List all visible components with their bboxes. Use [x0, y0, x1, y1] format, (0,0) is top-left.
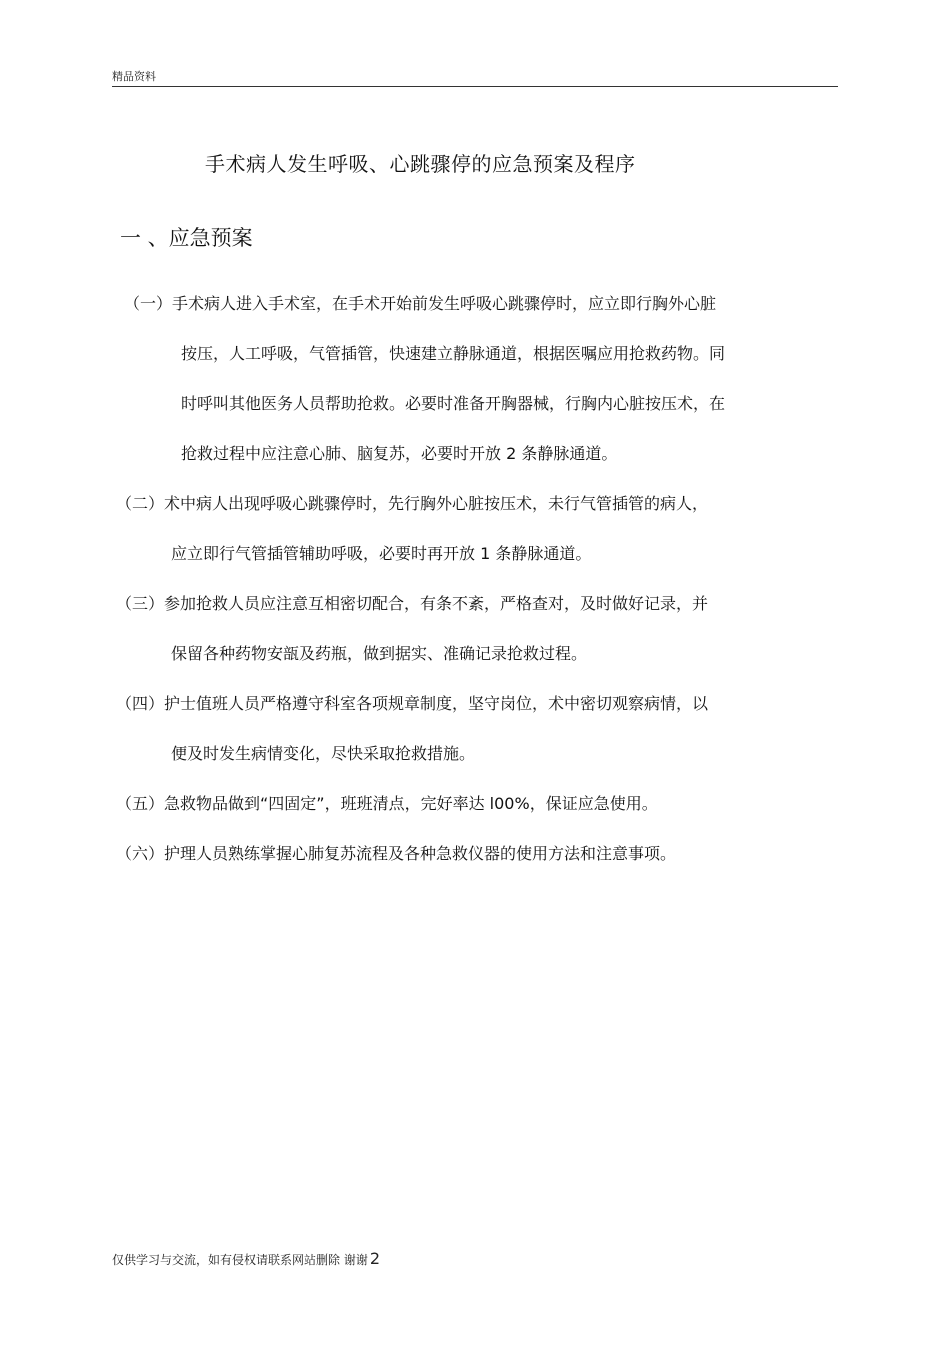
item-6-text-1: 护理人员熟练掌握心肺复苏流程及各种急救仪器的使用方法和注意事项。: [164, 844, 677, 863]
item-6-line-1: [116, 844, 676, 864]
item-1-text-4: 抢救过程中应注意心肺、脑复苏，必要时开放 2 条静脉通道。: [181, 444, 618, 463]
item-2-text-1: 术中病人出现呼吸心跳骤停时，先行胸外心脏按压术，未行气管插管的病人，: [164, 494, 709, 513]
item-1-line-3: [181, 394, 725, 414]
item-1-text-2: 按压，人工呼吸，气管插管，快速建立静脉通道，根据医嘱应用抢救药物。同: [181, 344, 726, 363]
item-5-line-1: [116, 794, 658, 814]
item-1-line-1: [124, 294, 716, 314]
section-heading: 一 、应急预案: [120, 226, 253, 250]
item-1-number: （一）: [124, 294, 173, 313]
item-4-line-1: [116, 694, 708, 714]
item-2-line-1: [116, 494, 708, 514]
item-3-text-1: 参加抢救人员应注意互相密切配合，有条不紊，严格查对，及时做好记录，并: [164, 594, 709, 613]
header-label: 精品资料: [112, 70, 156, 83]
page-number: 2: [369, 1249, 381, 1268]
item-4-text-1: 护士值班人员严格遵守科室各项规章制度，坚守岗位，术中密切观察病情，以: [164, 694, 709, 713]
footer: [112, 1249, 380, 1268]
header-rule: [112, 86, 838, 87]
item-2-text-2: 应立即行气管插管辅助呼吸，必要时再开放 1 条静脉通道。: [171, 544, 592, 563]
item-4-number: （四）: [116, 694, 165, 713]
item-2-number: （二）: [116, 494, 165, 513]
item-2-line-2: [171, 544, 591, 564]
item-1-text-1: 手术病人进入手术室，在手术开始前发生呼吸心跳骤停时，应立即行胸外心脏: [172, 294, 717, 313]
item-3-line-2: [171, 644, 587, 664]
item-1-line-4: [181, 444, 617, 464]
document-title: 手术病人发生呼吸、心跳骤停的应急预案及程序: [205, 152, 636, 176]
item-3-number: （三）: [116, 594, 165, 613]
footer-text: 仅供学习与交流，如有侵权请联系网站删除 谢谢: [112, 1253, 368, 1267]
item-5-text-1: 急救物品做到“四固定”，班班清点，完好率达 l00%，保证应急使用。: [164, 794, 658, 813]
item-6-number: （六）: [116, 844, 165, 863]
item-4-text-2: 便及时发生病情变化，尽快采取抢救措施。: [171, 744, 476, 763]
item-4-line-2: [171, 744, 475, 764]
item-3-line-1: [116, 594, 708, 614]
item-5-number: （五）: [116, 794, 165, 813]
item-1-line-2: [181, 344, 725, 364]
item-1-text-3: 时呼叫其他医务人员帮助抢救。必要时准备开胸器械，行胸内心脏按压术，在: [181, 394, 726, 413]
item-3-text-2: 保留各种药物安瓿及药瓶，做到据实、准确记录抢救过程。: [171, 644, 588, 663]
